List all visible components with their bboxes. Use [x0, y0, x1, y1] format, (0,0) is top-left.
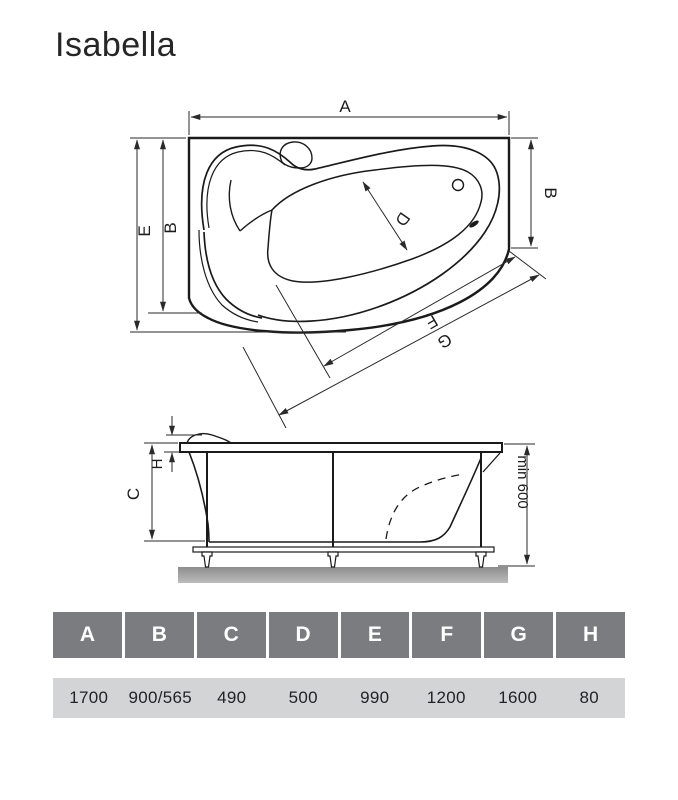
seat-notch-left: [229, 180, 240, 231]
side-rim: [180, 443, 502, 452]
table-header-cell: H: [556, 612, 625, 658]
seat-wall-outer: [204, 232, 262, 318]
dimension-table: [53, 612, 625, 718]
label-B-left: B: [161, 222, 180, 234]
table-value-cell: 1200: [426, 688, 466, 707]
table-value-cell: 80: [579, 688, 599, 707]
dimension-table-header-row: [53, 612, 625, 658]
top-view-diagram: [189, 138, 509, 333]
table-value-cell: 1600: [498, 688, 538, 707]
table-value-cell: 900/565: [128, 688, 193, 707]
side-tub-bottom: [209, 458, 481, 542]
frame-foot-left: [202, 552, 212, 567]
table-value-cell: 1700: [69, 688, 109, 707]
rim-shelf-bump: [280, 142, 312, 168]
table-header-cell: C: [197, 612, 266, 658]
top-view-dimensions: [130, 111, 546, 428]
dim-line-F: [324, 257, 515, 366]
top-view-labels: [135, 97, 560, 352]
side-view-dimensions: [144, 416, 535, 566]
table-header-cell: G: [484, 612, 553, 658]
label-H: H: [149, 458, 166, 470]
table-header-cell: B: [125, 612, 194, 658]
label-C: C: [124, 487, 143, 501]
tub-rim-inner-edge: [258, 146, 499, 322]
label-G: G: [434, 329, 455, 353]
frame-bottom-rail: [193, 547, 494, 552]
table-value-cell: 990: [360, 688, 390, 707]
table-header-cell: A: [53, 612, 122, 658]
ground: [178, 567, 508, 583]
label-min-600: min 600: [514, 455, 531, 509]
frame-foot-middle: [328, 552, 338, 567]
table-header-cell: F: [412, 612, 481, 658]
bathing-bowl-outline: [268, 165, 482, 282]
frame-foot-right: [476, 552, 486, 567]
label-B-right: B: [541, 187, 560, 199]
side-tub-hidden-edge: [386, 474, 464, 539]
label-D: D: [391, 208, 414, 230]
headrest-crest-inner: [207, 150, 285, 228]
label-F: F: [422, 310, 441, 333]
dimension-table-value-row: [53, 678, 625, 718]
page-title: Isabella: [55, 26, 177, 64]
table-header-cell: D: [269, 612, 338, 658]
table-row-gap: [53, 658, 625, 678]
label-E: E: [135, 225, 154, 237]
seat-wall-inner: [199, 230, 258, 322]
table-value-cell: 500: [288, 688, 318, 707]
drain-hole: [453, 180, 464, 191]
tub-outer-outline: [189, 138, 509, 333]
side-view-diagram: [178, 434, 508, 583]
table-value-cell: 490: [217, 688, 247, 707]
frame-gusset: [483, 453, 500, 472]
dim-line-G: [279, 275, 539, 415]
table-header-cell: E: [341, 612, 410, 658]
label-A: A: [339, 97, 351, 116]
seat-notch-right: [240, 210, 272, 231]
